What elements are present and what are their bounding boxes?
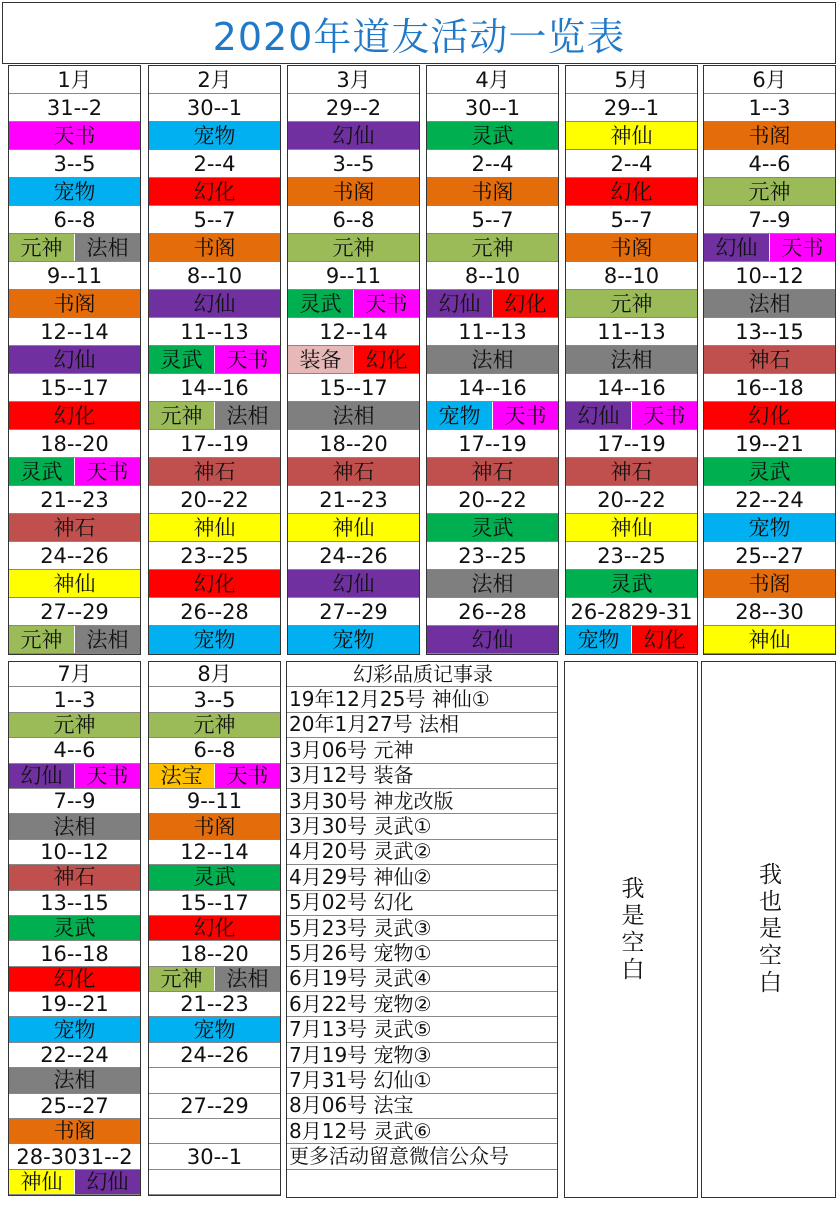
activity-row: 神仙 [704,626,835,654]
date-range-row: 18--20 [9,430,140,458]
activity-row: 幻化 [149,570,280,598]
month-header: 4月 [427,66,558,94]
date-range-row: 2--4 [427,150,558,178]
activity-row: 灵武 [427,122,558,150]
activity-row: 宠物 [288,626,419,654]
activity-cell: 幻化 [353,346,419,373]
quality-log-entry: 6月19号 灵武④ [287,967,557,992]
date-range-row: 4--6 [704,150,835,178]
activity-row: 法相 [704,290,835,318]
date-range-row: 6--8 [149,738,280,763]
activity-cell: 天书 [353,290,419,317]
activity-row: 书阁 [149,234,280,262]
date-range-row: 2--4 [566,150,697,178]
date-range-row: 3--5 [288,150,419,178]
date-range-row: 27--29 [149,1094,280,1119]
month-header: 6月 [704,66,835,94]
activity-cell: 天书 [214,346,280,373]
activity-row: 法相 [427,570,558,598]
activity-row: 宠物 [149,626,280,654]
quality-log-header: 幻彩品质记事录 [287,662,557,687]
date-range-row: 5--7 [566,206,697,234]
activity-row: 宠物 [704,514,835,542]
date-range-row: 24--26 [9,542,140,570]
activity-row: 书阁 [149,814,280,839]
activity-row [288,346,419,374]
date-range-row: 9--11 [9,262,140,290]
activity-row: 幻仙 [288,570,419,598]
blank-column-2 [701,661,836,1198]
quality-log-entry: 5月02号 幻化 [287,891,557,916]
activity-row: 法相 [288,402,419,430]
month-column [148,661,281,1196]
activity-row: 神仙 [288,514,419,542]
activity-cell: 幻化 [492,290,558,317]
activity-cell: 宠物 [427,402,492,429]
date-range-row: 9--11 [288,262,419,290]
date-range-row: 27--29 [288,598,419,626]
quality-log-entry: 8月12号 灵武⑥ [287,1119,557,1144]
activity-row: 元神 [427,234,558,262]
date-range-row: 18--20 [149,941,280,966]
activity-row: 神仙 [9,570,140,598]
activity-row [149,402,280,430]
blank-column-2-text: 我也是空白 [755,862,781,997]
activity-row: 元神 [9,713,140,738]
activity-cell: 天书 [214,764,280,788]
activity-row [149,967,280,992]
date-range-row: 23--25 [566,542,697,570]
activity-row: 法相 [9,1068,140,1093]
activity-row [9,626,140,654]
activity-row: 幻化 [704,402,835,430]
quality-log-entry: 19年12月25号 神仙① [287,687,557,712]
activity-row: 神仙 [149,514,280,542]
date-range-row: 1--3 [704,94,835,122]
activity-cell: 天书 [769,234,835,261]
activity-row [566,626,697,654]
quality-log-entry: 8月06号 法宝 [287,1094,557,1119]
quality-log-entry: 7月19号 宠物③ [287,1043,557,1068]
date-range-row: 19--21 [9,992,140,1017]
date-range-row: 23--25 [427,542,558,570]
activity-row: 元神 [149,713,280,738]
activity-row: 灵武 [149,865,280,890]
date-range-row: 20--22 [427,486,558,514]
blank-column-1 [564,661,698,1198]
date-range-row: 20--22 [149,486,280,514]
activity-row: 宠物 [149,1017,280,1042]
date-range-row: 7--9 [9,789,140,814]
date-range-row [149,1119,280,1144]
date-range-row: 3--5 [149,687,280,712]
activity-cell: 法相 [214,402,280,429]
date-range-row: 23--25 [149,542,280,570]
month-column [703,65,836,655]
quality-log-entry: 20年1月27号 法相 [287,713,557,738]
activity-cell: 幻仙 [9,764,74,788]
activity-row: 神仙 [566,122,697,150]
date-range-row: 22--24 [704,486,835,514]
month-header: 1月 [9,66,140,94]
activity-row: 幻仙 [9,346,140,374]
page-title: 2020年道友活动一览表 [2,2,836,64]
month-column [426,65,559,655]
quality-log-entry: 5月26号 宠物① [287,941,557,966]
activity-row [9,458,140,486]
activity-row: 宠物 [9,1017,140,1042]
month-column [565,65,698,655]
activity-row: 元神 [566,290,697,318]
date-range-row: 2--4 [149,150,280,178]
activity-cell: 法宝 [149,764,214,788]
date-range-row: 15--17 [9,374,140,402]
quality-log-entry: 更多活动留意微信公众号 [287,1144,557,1169]
date-range-row: 11--13 [149,318,280,346]
activity-cell: 法相 [74,626,140,653]
quality-log-entry: 4月20号 灵武② [287,840,557,865]
date-range-row: 12--14 [288,318,419,346]
date-range-row: 15--17 [149,891,280,916]
month-column [287,65,420,655]
activity-row: 法相 [9,814,140,839]
activity-cell: 装备 [288,346,353,373]
quality-log-entry: 5月23号 灵武③ [287,916,557,941]
activity-row: 神石 [288,458,419,486]
activity-cell: 天书 [74,458,140,485]
quality-log-entry: 3月30号 灵武① [287,814,557,839]
date-range-row: 10--12 [9,840,140,865]
date-range-row: 14--16 [427,374,558,402]
date-range-row: 30--1 [427,94,558,122]
date-range-row: 17--19 [149,430,280,458]
date-range-row [149,1170,280,1195]
activity-row [149,346,280,374]
date-range-row: 14--16 [149,374,280,402]
activity-cell: 幻仙 [427,290,492,317]
activity-row: 书阁 [704,122,835,150]
activity-row: 神石 [9,865,140,890]
date-range-row: 4--6 [9,738,140,763]
activity-row: 幻仙 [288,122,419,150]
date-range-row: 24--26 [149,1043,280,1068]
date-range-row: 6--8 [9,206,140,234]
activity-row: 天书 [9,122,140,150]
activity-cell: 幻仙 [566,402,631,429]
date-range-row: 28--30 [704,598,835,626]
activity-row: 灵武 [427,514,558,542]
date-range-row: 9--11 [149,789,280,814]
activity-row: 书阁 [427,178,558,206]
date-range-row: 8--10 [566,262,697,290]
date-range-row: 14--16 [566,374,697,402]
date-range-row: 21--23 [9,486,140,514]
activity-row: 神石 [427,458,558,486]
activity-cell: 幻仙 [704,234,769,261]
activity-cell: 元神 [149,402,214,429]
date-range-row: 18--20 [288,430,419,458]
activity-row: 书阁 [9,290,140,318]
activity-row: 法相 [427,346,558,374]
date-range-row: 10--12 [704,262,835,290]
activity-cell: 天书 [492,402,558,429]
date-range-row: 5--7 [427,206,558,234]
date-range-row: 15--17 [288,374,419,402]
date-range-row: 26--28 [149,598,280,626]
activity-row: 灵武 [704,458,835,486]
date-range-row: 21--23 [149,992,280,1017]
date-range-row: 11--13 [566,318,697,346]
quality-log-entry: 3月06号 元神 [287,738,557,763]
activity-row: 法相 [566,346,697,374]
date-range-row: 17--19 [566,430,697,458]
activity-row: 书阁 [704,570,835,598]
activity-cell: 神仙 [9,1170,74,1194]
activity-cell: 元神 [9,626,74,653]
activity-cell: 元神 [149,967,214,991]
date-range-row: 27--29 [9,598,140,626]
quality-log [286,661,558,1198]
quality-log-entry: 6月22号 宠物② [287,992,557,1017]
activity-cell: 灵武 [149,346,214,373]
date-range-row: 22--24 [9,1043,140,1068]
activity-row: 神石 [566,458,697,486]
activity-cell: 天书 [74,764,140,788]
date-range-row: 19--21 [704,430,835,458]
activity-row: 幻化 [149,916,280,941]
date-range-row: 21--23 [288,486,419,514]
date-range-row: 26--28 [427,598,558,626]
date-range-row: 12--14 [149,840,280,865]
date-range-row: 12--14 [9,318,140,346]
date-range-row: 26-2829-31 [566,598,697,626]
month-header: 3月 [288,66,419,94]
activity-row: 元神 [288,234,419,262]
activity-row: 幻化 [9,967,140,992]
date-range-row: 29--1 [566,94,697,122]
date-range-row: 25--27 [9,1094,140,1119]
date-range-row: 30--1 [149,1144,280,1169]
activity-cell: 灵武 [9,458,74,485]
activity-row: 书阁 [9,1119,140,1144]
activity-row: 幻化 [566,178,697,206]
date-range-row: 28-3031--2 [9,1144,140,1169]
activity-row: 神石 [149,458,280,486]
activity-row [704,234,835,262]
activity-cell: 天书 [631,402,697,429]
activity-cell: 宠物 [566,626,631,653]
date-range-row: 16--18 [704,374,835,402]
date-range-row: 3--5 [9,150,140,178]
activity-row: 神仙 [566,514,697,542]
activity-row [9,764,140,789]
quality-log-entry: 3月30号 神龙改版 [287,789,557,814]
date-range-row: 11--13 [427,318,558,346]
activity-row [9,234,140,262]
date-range-row: 8--10 [427,262,558,290]
activity-row: 书阁 [566,234,697,262]
date-range-row: 30--1 [149,94,280,122]
month-column [8,661,141,1196]
date-range-row: 16--18 [9,941,140,966]
activity-cell: 法相 [214,967,280,991]
month-column [148,65,281,655]
date-range-row: 13--15 [9,891,140,916]
activity-row: 幻仙 [427,626,558,654]
activity-row: 幻仙 [149,290,280,318]
date-range-row: 7--9 [704,206,835,234]
activity-row [288,290,419,318]
activity-row [566,402,697,430]
quality-log-entry: 4月29号 神仙② [287,865,557,890]
activity-row: 神石 [704,346,835,374]
activity-row [427,402,558,430]
quality-log-entry: 3月12号 装备 [287,764,557,789]
activity-row [149,764,280,789]
activity-cell: 灵武 [288,290,353,317]
activity-row: 宠物 [9,178,140,206]
activity-row: 幻化 [9,402,140,430]
date-range-row: 29--2 [288,94,419,122]
month-header: 8月 [149,662,280,687]
date-range-row: 31--2 [9,94,140,122]
date-range-row: 6--8 [288,206,419,234]
activity-cell: 法相 [74,234,140,261]
activity-row: 神石 [9,514,140,542]
activity-row: 灵武 [9,916,140,941]
date-range-row: 5--7 [149,206,280,234]
date-range-row: 8--10 [149,262,280,290]
date-range-row: 24--26 [288,542,419,570]
month-header: 2月 [149,66,280,94]
date-range-row: 17--19 [427,430,558,458]
blank-column-1-text: 我是空白 [617,875,644,984]
activity-row: 书阁 [288,178,419,206]
date-range-row: 13--15 [704,318,835,346]
month-header: 5月 [566,66,697,94]
quality-log-entry: 7月13号 灵武⑤ [287,1017,557,1042]
month-header: 7月 [9,662,140,687]
date-range-row: 25--27 [704,542,835,570]
activity-row [427,290,558,318]
month-column [8,65,141,655]
date-range-row [149,1068,280,1093]
activity-row: 宠物 [149,122,280,150]
date-range-row: 1--3 [9,687,140,712]
activity-cell: 元神 [9,234,74,261]
activity-row [9,1170,140,1195]
date-range-row: 20--22 [566,486,697,514]
activity-cell: 幻化 [631,626,697,653]
quality-log-entry: 7月31号 幻仙① [287,1068,557,1093]
activity-row: 幻化 [149,178,280,206]
activity-row: 灵武 [566,570,697,598]
activity-row: 元神 [704,178,835,206]
activity-cell: 幻仙 [74,1170,140,1194]
